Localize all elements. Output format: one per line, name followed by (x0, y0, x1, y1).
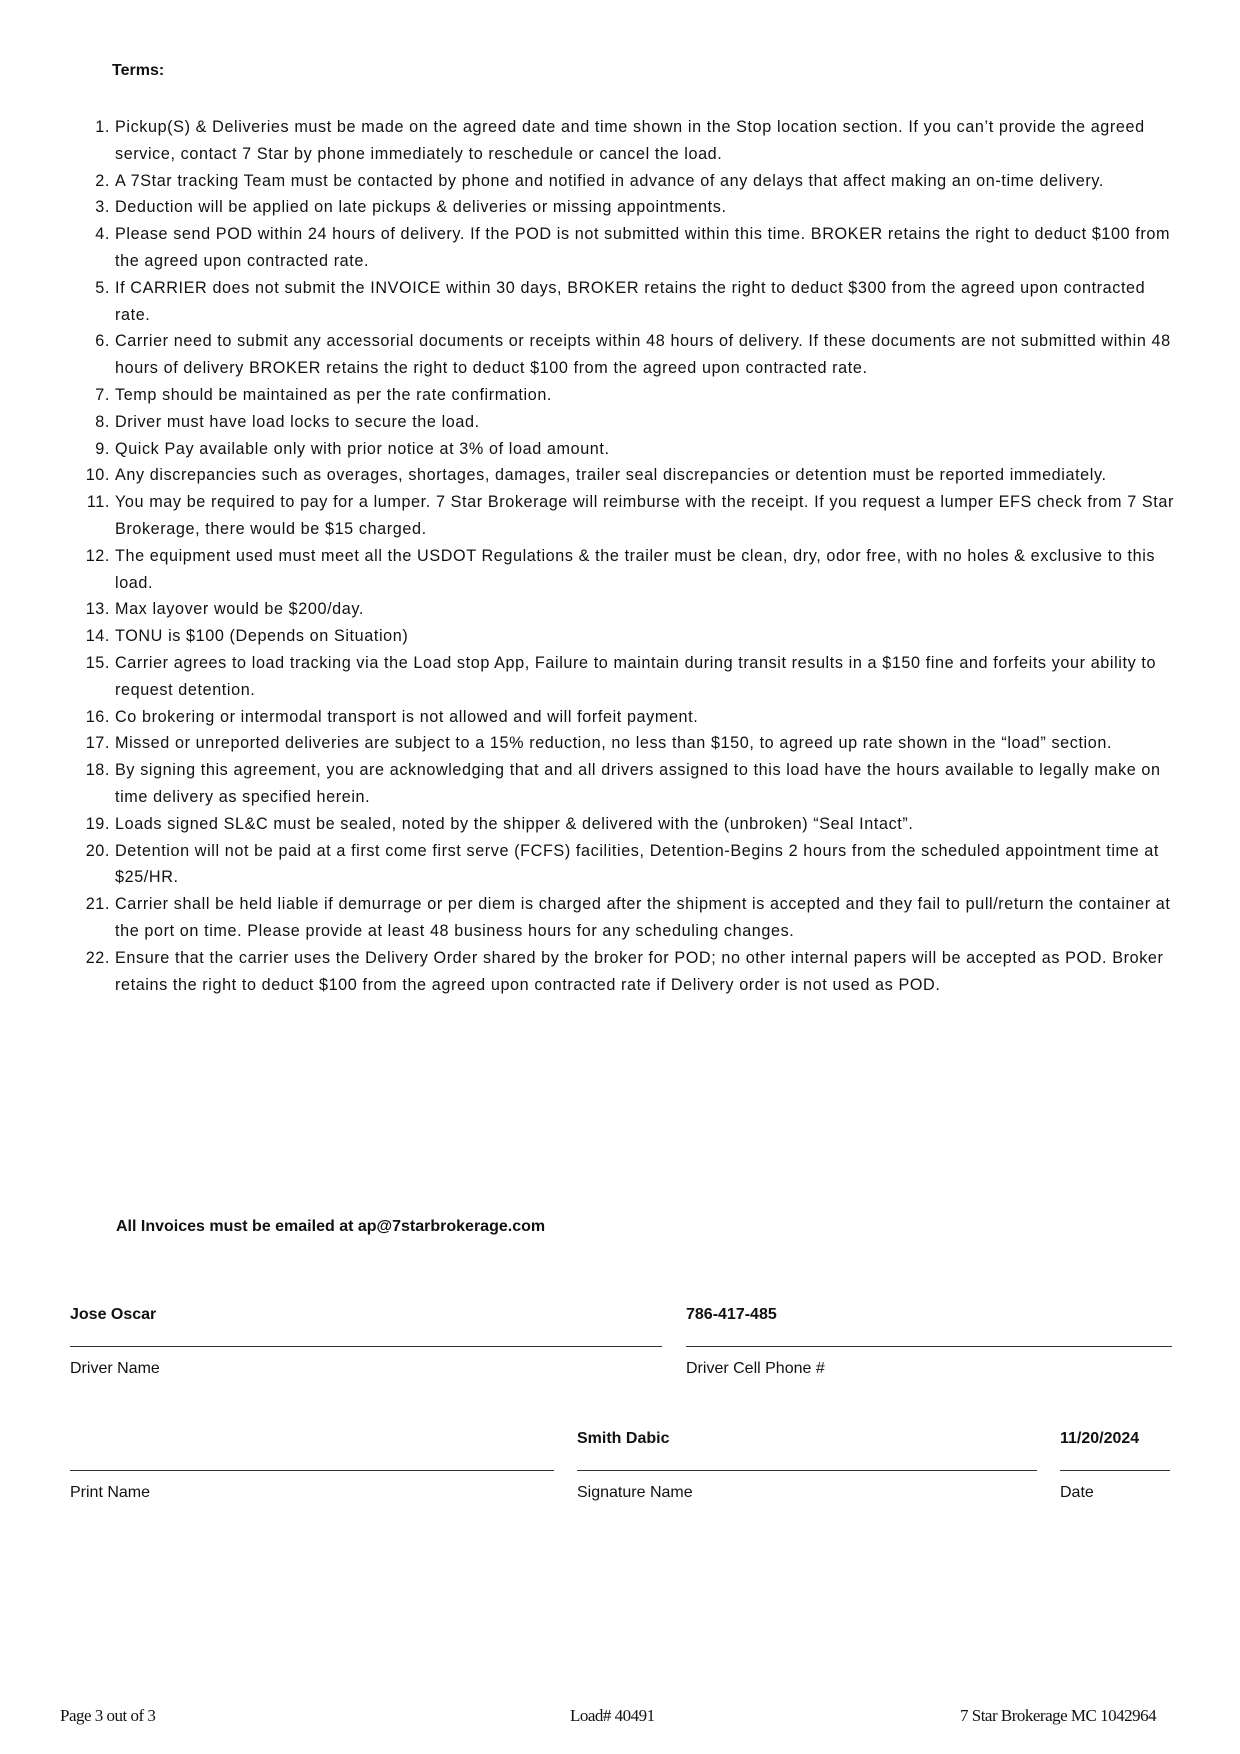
driver-phone-value: 786-417-485 (686, 1306, 777, 1323)
term-number: 5. (95, 278, 110, 297)
print-name-label: Print Name (70, 1484, 151, 1501)
term-number: 12. (85, 546, 110, 565)
term-number: 4. (95, 225, 110, 244)
term-number: 20. (85, 841, 110, 860)
terms-heading: Terms: (112, 62, 165, 79)
term-text: Quick Pay available only with prior notice at 3% of load amount. (115, 439, 610, 458)
driver-phone-line (686, 1346, 1172, 1347)
term-item (85, 596, 1180, 623)
term-item (85, 838, 1180, 892)
date-value: 11/20/2024 (1060, 1430, 1140, 1447)
term-text: You may be required to pay for a lumper. 7 Star Brokerage will reimburse with the receipt. If you request a lumper EFS check from 7 Star Brokerage, there would be $15 charged. (115, 493, 1174, 538)
term-item (86, 489, 1180, 543)
term-text: The equipment used must meet all the USDOT Regulations & the trailer must be clean, dry, odor free, with no holes & exclusive to this load. (115, 546, 1156, 592)
footer-page-number: Page 3 out of 3 (60, 1706, 156, 1725)
term-text: Deduction will be applied on late pickups & deliveries or missing appointments. (115, 198, 727, 217)
invoice-note: All Invoices must be emailed at ap@7starbrokerage.com (116, 1218, 546, 1235)
term-item (95, 436, 1180, 463)
signature-name-line (577, 1470, 1037, 1471)
term-number: 18. (85, 761, 110, 780)
footer-load-number: Load# 40491 (570, 1706, 655, 1725)
term-text: Max layover would be $200/day. (115, 600, 364, 619)
date-line (1060, 1470, 1170, 1471)
term-number: 3. (95, 198, 110, 217)
term-number: 17. (85, 734, 110, 753)
term-number: 19. (85, 814, 110, 833)
term-text: Pickup(S) & Deliveries must be made on the agreed date and time shown in the Stop location section. If you can’t provide the agreed service, contact 7 Star by phone immediately to reschedule or cancel the load. (115, 118, 1145, 163)
term-text: By signing this agreement, you are acknowledging that and all drivers assigned to this load have the hours available to legally make on time delivery as specified herein. (115, 761, 1161, 806)
term-item (95, 221, 1180, 275)
term-item (85, 891, 1180, 945)
term-text: A 7Star tracking Team must be contacted by phone and notified in advance of any delays that affect making an on-time delivery. (115, 171, 1104, 190)
signature-name-label: Signature Name (577, 1484, 693, 1501)
term-text: Carrier agrees to load tracking via the Load stop App, Failure to maintain during transit results in a $150 fine and forfeits your ability to request detention. (115, 653, 1157, 699)
terms-list (85, 114, 1180, 998)
term-number: 9. (95, 439, 110, 458)
date-label: Date (1060, 1484, 1094, 1501)
term-item (95, 168, 1180, 195)
term-text: Carrier need to submit any accessorial documents or receipts within 48 hours of delivery. If these documents are not submitted within 48 hours of delivery BROKER retains the right to deduct $100 from the agreed upon contracted rate. (115, 332, 1171, 378)
term-item (85, 811, 1180, 838)
term-number: 22. (85, 948, 110, 967)
term-text: Detention will not be paid at a first come first serve (FCFS) facilities, Detention-Begins 2 hours from the scheduled appointment time at $25/HR. (115, 841, 1159, 887)
term-number: 1. (95, 118, 110, 136)
driver-name-value: Jose Oscar (70, 1306, 157, 1323)
signature-name-value: Smith Dabic (577, 1430, 670, 1447)
term-item (95, 328, 1180, 382)
term-text: Carrier shall be held liable if demurrage or per diem is charged after the shipment is accepted and they fail to pull/return the container at the port on time. Please provide at least 48 business hours for any scheduling changes. (115, 895, 1171, 940)
term-item (95, 275, 1180, 329)
driver-name-line (70, 1346, 662, 1347)
term-text: Co brokering or intermodal transport is not allowed and will forfeit payment. (115, 707, 699, 726)
term-number: 14. (85, 627, 110, 646)
term-number: 16. (85, 707, 110, 726)
term-item (85, 623, 1180, 650)
term-text: If CARRIER does not submit the INVOICE within 30 days, BROKER retains the right to deduct $300 from the agreed upon contracted rate. (115, 278, 1146, 324)
term-text: Ensure that the carrier uses the Delivery Order shared by the broker for POD; no other internal papers will be accepted as POD. Broker retains the right to deduct $100 from the agreed upon contracted rate if Delivery order is not used as POD. (115, 948, 1164, 994)
term-number: 6. (95, 332, 110, 351)
term-item (85, 704, 1180, 731)
term-item (85, 757, 1180, 811)
term-number: 15. (85, 653, 110, 672)
term-number: 7. (95, 385, 110, 404)
driver-name-label: Driver Name (70, 1360, 160, 1377)
term-item (95, 194, 1180, 221)
term-text: Any discrepancies such as overages, shortages, damages, trailer seal discrepancies or detention must be reported immediately. (115, 466, 1107, 485)
term-text: Loads signed SL&C must be sealed, noted by the shipper & delivered with the (unbroken) “Seal Intact”. (115, 814, 914, 833)
term-text: TONU is $100 (Depends on Situation) (115, 627, 409, 646)
print-name-line (70, 1470, 554, 1471)
term-item (85, 462, 1180, 489)
term-number: 2. (95, 171, 110, 190)
term-item (95, 382, 1180, 409)
driver-phone-label: Driver Cell Phone # (686, 1360, 825, 1377)
term-text: Please send POD within 24 hours of delivery. If the POD is not submitted within this time. BROKER retains the right to deduct $100 from the agreed upon contracted rate. (115, 225, 1171, 270)
term-item (95, 114, 1180, 168)
term-number: 8. (95, 412, 110, 431)
term-number: 11. (86, 493, 110, 512)
term-item (85, 945, 1180, 999)
term-number: 10. (85, 466, 110, 485)
term-item (85, 650, 1180, 704)
term-number: 13. (85, 600, 110, 619)
footer-company: 7 Star Brokerage MC 1042964 (960, 1706, 1157, 1725)
term-item (85, 730, 1180, 757)
term-item (85, 543, 1180, 597)
term-text: Missed or unreported deliveries are subject to a 15% reduction, no less than $150, to agreed up rate shown in the “load” section. (115, 734, 1113, 753)
term-number: 21. (85, 895, 110, 914)
term-text: Driver must have load locks to secure the load. (115, 412, 480, 431)
term-item (95, 409, 1180, 436)
term-text: Temp should be maintained as per the rate confirmation. (115, 385, 553, 404)
